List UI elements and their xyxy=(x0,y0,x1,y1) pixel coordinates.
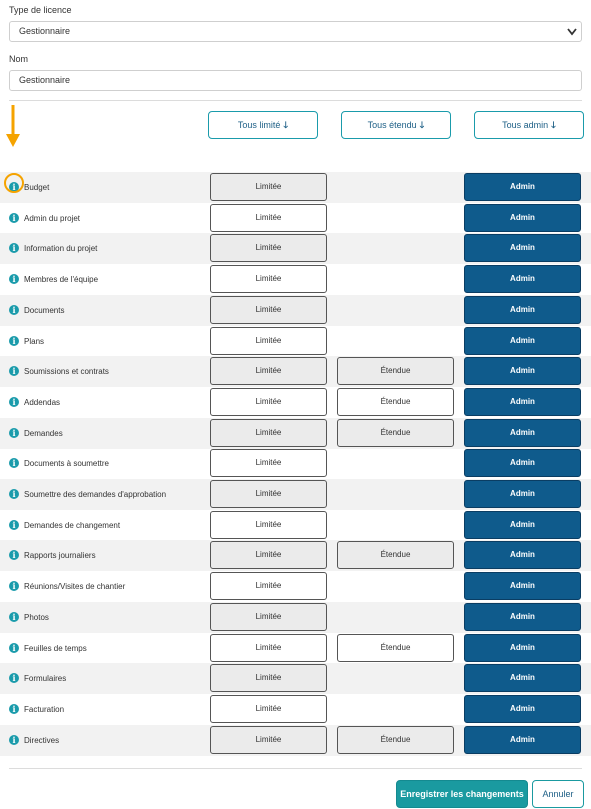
limited-button[interactable]: Limitée xyxy=(210,357,327,385)
annotation-arrow-icon xyxy=(4,103,22,149)
save-changes-button[interactable]: Enregistrer les changements xyxy=(396,780,528,808)
admin-button[interactable]: Admin xyxy=(464,204,581,232)
extended-button[interactable]: Étendue xyxy=(337,634,454,662)
permission-row xyxy=(0,203,591,234)
info-icon[interactable]: i xyxy=(9,243,19,253)
info-icon[interactable]: i xyxy=(9,520,19,530)
licence-type-label: Type de licence xyxy=(9,5,72,15)
admin-button[interactable]: Admin xyxy=(464,695,581,723)
arrow-down-icon: 🡓 xyxy=(419,120,425,130)
info-icon[interactable]: i xyxy=(9,735,19,745)
admin-button[interactable]: Admin xyxy=(464,449,581,477)
permission-row xyxy=(0,233,591,264)
limited-button[interactable]: Limitée xyxy=(210,634,327,662)
arrow-down-icon: 🡓 xyxy=(283,120,289,130)
footer-divider xyxy=(9,768,582,769)
limited-button[interactable]: Limitée xyxy=(210,572,327,600)
permission-label: Facturation xyxy=(24,705,65,714)
admin-button[interactable]: Admin xyxy=(464,511,581,539)
permission-row xyxy=(0,387,591,418)
permission-label: Membres de l'équipe xyxy=(24,275,99,284)
info-icon[interactable]: i xyxy=(9,643,19,653)
permission-label: Demandes de changement xyxy=(24,521,121,530)
permission-label: Addendas xyxy=(24,398,61,407)
divider xyxy=(9,100,582,101)
permission-label: Soumissions et contrats xyxy=(24,367,109,376)
permission-label: Photos xyxy=(24,613,49,622)
extended-button[interactable]: Étendue xyxy=(337,726,454,754)
all-limited-button[interactable] xyxy=(208,111,318,139)
admin-button[interactable]: Admin xyxy=(464,664,581,692)
admin-button[interactable]: Admin xyxy=(464,265,581,293)
admin-button[interactable]: Admin xyxy=(464,357,581,385)
limited-button[interactable]: Limitée xyxy=(210,419,327,447)
info-icon[interactable]: i xyxy=(9,612,19,622)
permission-row xyxy=(0,540,591,571)
info-icon[interactable]: i xyxy=(9,458,19,468)
admin-button[interactable]: Admin xyxy=(464,603,581,631)
info-icon[interactable]: i xyxy=(9,704,19,714)
admin-button[interactable]: Admin xyxy=(464,419,581,447)
permission-row xyxy=(0,172,591,203)
permission-label: Documents xyxy=(24,306,65,315)
limited-button[interactable]: Limitée xyxy=(210,173,327,201)
extended-button[interactable]: Étendue xyxy=(337,388,454,416)
permission-label: Budget xyxy=(24,183,50,192)
extended-button[interactable]: Étendue xyxy=(337,357,454,385)
chevron-down-icon xyxy=(567,27,577,36)
admin-button[interactable]: Admin xyxy=(464,388,581,416)
admin-button[interactable]: Admin xyxy=(464,572,581,600)
limited-button[interactable]: Limitée xyxy=(210,234,327,262)
permission-label: Documents à soumettre xyxy=(24,459,109,468)
permission-label: Information du projet xyxy=(24,244,98,253)
admin-button[interactable]: Admin xyxy=(464,541,581,569)
permission-label: Admin du projet xyxy=(24,214,81,223)
permission-row xyxy=(0,264,591,295)
permission-label: Directives xyxy=(24,736,60,745)
admin-button[interactable]: Admin xyxy=(464,726,581,754)
extended-button[interactable]: Étendue xyxy=(337,541,454,569)
extended-button[interactable]: Étendue xyxy=(337,419,454,447)
permission-label: Soumettre des demandes d'approbation xyxy=(24,490,167,499)
permission-row xyxy=(0,694,591,725)
all-extended-button[interactable] xyxy=(341,111,451,139)
info-icon[interactable]: i xyxy=(9,673,19,683)
info-icon[interactable]: i xyxy=(9,274,19,284)
permission-label: Feuilles de temps xyxy=(24,644,87,653)
limited-button[interactable]: Limitée xyxy=(210,664,327,692)
admin-button[interactable]: Admin xyxy=(464,296,581,324)
all-admin-label: Tous admin xyxy=(502,120,549,130)
info-icon[interactable]: i xyxy=(9,550,19,560)
info-icon[interactable]: i xyxy=(9,305,19,315)
limited-button[interactable]: Limitée xyxy=(210,511,327,539)
permission-row xyxy=(0,295,591,326)
limited-button[interactable]: Limitée xyxy=(210,480,327,508)
info-icon[interactable]: i xyxy=(9,397,19,407)
permission-row xyxy=(0,663,591,694)
permission-row xyxy=(0,510,591,541)
info-icon[interactable]: i xyxy=(9,366,19,376)
limited-button[interactable]: Limitée xyxy=(210,388,327,416)
permission-label: Réunions/Visites de chantier xyxy=(24,582,126,591)
info-icon[interactable]: i xyxy=(9,581,19,591)
limited-button[interactable]: Limitée xyxy=(210,327,327,355)
limited-button[interactable]: Limitée xyxy=(210,695,327,723)
permission-row xyxy=(0,418,591,449)
permission-label: Formulaires xyxy=(24,674,67,683)
admin-button[interactable]: Admin xyxy=(464,480,581,508)
permission-row xyxy=(0,633,591,664)
limited-button[interactable]: Limitée xyxy=(210,726,327,754)
permission-row xyxy=(0,571,591,602)
all-admin-button[interactable] xyxy=(474,111,584,139)
name-value: Gestionnaire xyxy=(19,75,71,85)
licence-type-value: Gestionnaire xyxy=(19,26,71,36)
permission-row xyxy=(0,448,591,479)
licence-type-select[interactable] xyxy=(9,21,582,42)
admin-button[interactable]: Admin xyxy=(464,634,581,662)
annotation-circle xyxy=(4,173,24,193)
name-input[interactable] xyxy=(9,70,582,91)
limited-button[interactable]: Limitée xyxy=(210,204,327,232)
permission-row xyxy=(0,602,591,633)
admin-button[interactable]: Admin xyxy=(464,327,581,355)
info-icon[interactable]: i xyxy=(9,213,19,223)
all-extended-label: Tous étendu xyxy=(367,120,417,130)
permission-row xyxy=(0,725,591,756)
arrow-down-icon: 🡓 xyxy=(551,120,556,130)
info-icon[interactable]: i xyxy=(9,489,19,499)
limited-button[interactable]: Limitée xyxy=(210,265,327,293)
admin-button[interactable]: Admin xyxy=(464,234,581,262)
name-label: Nom xyxy=(9,54,29,64)
limited-button[interactable]: Limitée xyxy=(210,603,327,631)
limited-button[interactable]: Limitée xyxy=(210,541,327,569)
permission-label: Demandes xyxy=(24,429,63,438)
permission-row xyxy=(0,479,591,510)
permission-row xyxy=(0,326,591,357)
permission-label: Plans xyxy=(24,337,45,346)
limited-button[interactable]: Limitée xyxy=(210,296,327,324)
permission-label: Rapports journaliers xyxy=(24,551,96,560)
limited-button[interactable]: Limitée xyxy=(210,449,327,477)
info-icon[interactable]: i xyxy=(9,182,19,192)
permission-row xyxy=(0,356,591,387)
info-icon[interactable]: i xyxy=(9,336,19,346)
cancel-button[interactable]: Annuler xyxy=(532,780,584,808)
admin-button[interactable]: Admin xyxy=(464,173,581,201)
all-limited-label: Tous limité xyxy=(237,120,281,130)
info-icon[interactable]: i xyxy=(9,428,19,438)
